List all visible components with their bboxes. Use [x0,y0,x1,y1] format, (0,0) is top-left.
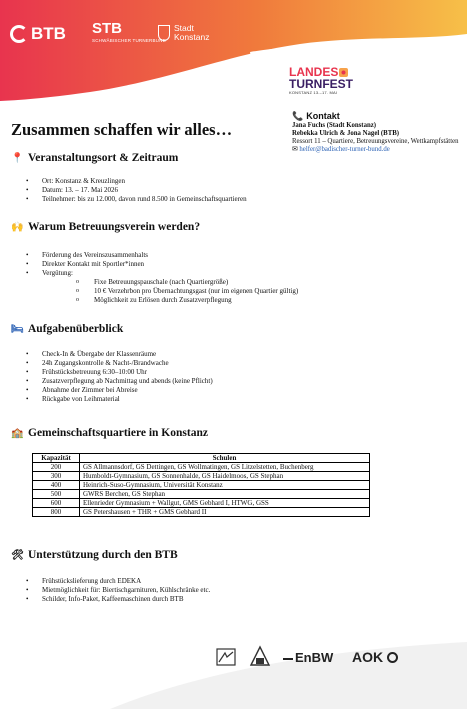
aok-tree-icon [387,652,398,663]
aok-logo-text: AOK [352,649,384,665]
schools-cell: GWRS Berchen, GS Stephan [80,490,370,499]
list-item: • Datum: 13. – 17. Mai 2026 [24,186,247,195]
warum-list [24,251,298,305]
schools-cell: GS Petershausen + THR + GMS Gebhard II [80,508,370,517]
section-heading-aufgaben-text: Aufgabenüberblick [28,323,124,335]
school-icon: 🏫 [11,427,24,439]
list-item: • Frühstückslieferung durch EDEKA [24,577,210,586]
castle-icon [249,645,271,667]
list-item [24,269,298,305]
sponsor-mark-icon [216,648,236,666]
capacity-cell: 200 [33,463,80,472]
header-banner [0,0,467,108]
sponsor-logo-2 [249,645,271,672]
capacity-cell: 800 [33,508,80,517]
event-logo-line2: TURNFEST [289,77,353,91]
support-list [24,577,210,604]
pin-icon: 📍 [11,152,24,164]
enbw-dash-icon [283,658,293,660]
list-item: • Frühstücksbetreuung 6:30–10:00 Uhr [24,368,213,377]
sub-list-item: o 10 € Verzehrbon pro Übernachtungsgast (nur im eigenen Quartier gültig) [42,287,298,296]
contact-name-1: Jana Fuchs (Stadt Konstanz) [292,122,377,129]
schools-cell: Ellenrieder Gymnasium + Wallgut, GMS Gebhard I, HTWG, GSS [80,499,370,508]
capacity-cell: 400 [33,481,80,490]
section-heading-quartiere [11,427,208,439]
list-item: • Zusatzverpflegung ab Nachmittag und abends (keine Pflicht) [24,377,213,386]
aufgaben-list [24,350,213,404]
btb-logo [10,24,66,44]
sub-list-item: o Fixe Betreuungspauschale (nach Quartiergröße) [42,278,298,287]
capacity-cell: 500 [33,490,80,499]
section-heading-quartiere-text: Gemeinschaftsquartiere in Konstanz [28,427,208,439]
stb-logo [92,20,166,43]
bed-icon: 🛏 [11,323,24,335]
stadt-konstanz-logo [158,24,209,42]
contact-email-row [292,146,462,154]
stadt-logo-line2: Konstanz [174,32,210,42]
quartiere-table [32,453,370,517]
stb-logo-subtext: SCHWÄBISCHER TURNERBUND [92,38,167,43]
tools-icon: 🛠 [11,549,24,561]
enbw-logo-text: EnBW [295,650,334,665]
section-heading-support-text: Unterstützung durch den BTB [28,549,178,561]
list-item: • Abnahme der Zimmer bei Abreise [24,386,213,395]
list-item: • Ort: Konstanz & Kreuzlingen [24,177,247,186]
table-row [33,499,370,508]
enbw-logo [283,650,333,665]
contact-box [292,112,462,154]
list-item-label: Vergütung: [42,269,73,277]
event-logo-subline: KONSTANZ 13.–17. MAI [289,90,338,95]
section-heading-ort-text: Veranstaltungsort & Zeitraum [28,152,179,164]
list-item: • Teilnehmer: bis zu 12.000, davon rund 8.500 in Gemeinschaftsquartieren [24,195,247,204]
btb-mark-icon [10,25,28,43]
capacity-cell: 300 [33,472,80,481]
table-row [33,463,370,472]
contact-email-link[interactable]: helfer@badischer-turner-bund.de [299,146,390,153]
column-header-schulen: Schulen [80,454,370,463]
list-item: • 24h Zugangskontrolle & Nacht-/Brandwache [24,359,213,368]
section-heading-ort [11,152,178,164]
list-item: • Mietmöglichkeit für: Biertischgarnituren, Kühlschränke etc. [24,586,210,595]
section-heading-support [11,549,178,561]
event-logo-mark-icon [339,68,348,77]
table-row [33,508,370,517]
table-row [33,472,370,481]
contact-name-2: Rebekka Ulrich & Jona Nagel (BTB) [292,130,400,137]
raised-hands-icon: 🙌 [11,221,24,233]
table-row [33,481,370,490]
list-item: • Check-In & Übergabe der Klassenräume [24,350,213,359]
contact-heading-row [292,112,462,120]
list-item: • Schilder, Info-Paket, Kaffeemaschinen durch BTB [24,595,210,604]
table-row [33,490,370,499]
list-item: • Rückgabe von Leihmaterial [24,395,213,404]
btb-logo-text: BTB [31,24,66,43]
phone-icon: 📞 [292,111,304,121]
contact-ressort: Ressort 11 – Quartiere, Betreuungsvereine, Wettkampfstätten [292,138,459,145]
list-item: • Direkter Kontakt mit Sportler*innen [24,260,298,269]
section-heading-warum-text: Warum Betreuungsverein werden? [28,221,201,233]
aok-logo [352,649,398,665]
verguetung-sublist [42,278,298,305]
list-item: • Förderung des Vereinszusammenhalts [24,251,298,260]
mail-icon: ✉ [292,146,298,153]
section-heading-aufgaben [11,323,123,335]
stadt-logo-line1: Stadt [174,23,194,33]
table-header-row [33,454,370,463]
header-gradient [0,0,467,108]
shield-icon [158,25,170,41]
sponsor-logo-1 [216,648,236,671]
ort-list [24,177,247,204]
capacity-cell: 600 [33,499,80,508]
event-logo-line1: LANDES [289,65,339,79]
contact-heading: Kontakt [306,111,340,121]
stb-logo-text: STB [92,20,122,37]
page-title: Zusammen schaffen wir alles… [11,120,233,139]
column-header-kapazitaet: Kapazität [33,454,80,463]
sub-list-item: o Möglichkeit zu Erlösen durch Zusatzverpflegung [42,296,298,305]
section-heading-warum [11,221,200,233]
landesturnfest-logo [289,66,353,96]
schools-cell: GS Allmannsdorf, GS Dettingen, GS Wollmatingen, GS Litzelstetten, Buchenberg [80,463,370,472]
schools-cell: Humboldt-Gymnasium, GS Sonnenhalde, GS Haidelmoos, GS Stephan [80,472,370,481]
schools-cell: Heinrich-Suso-Gymnasium, Universität Konstanz [80,481,370,490]
